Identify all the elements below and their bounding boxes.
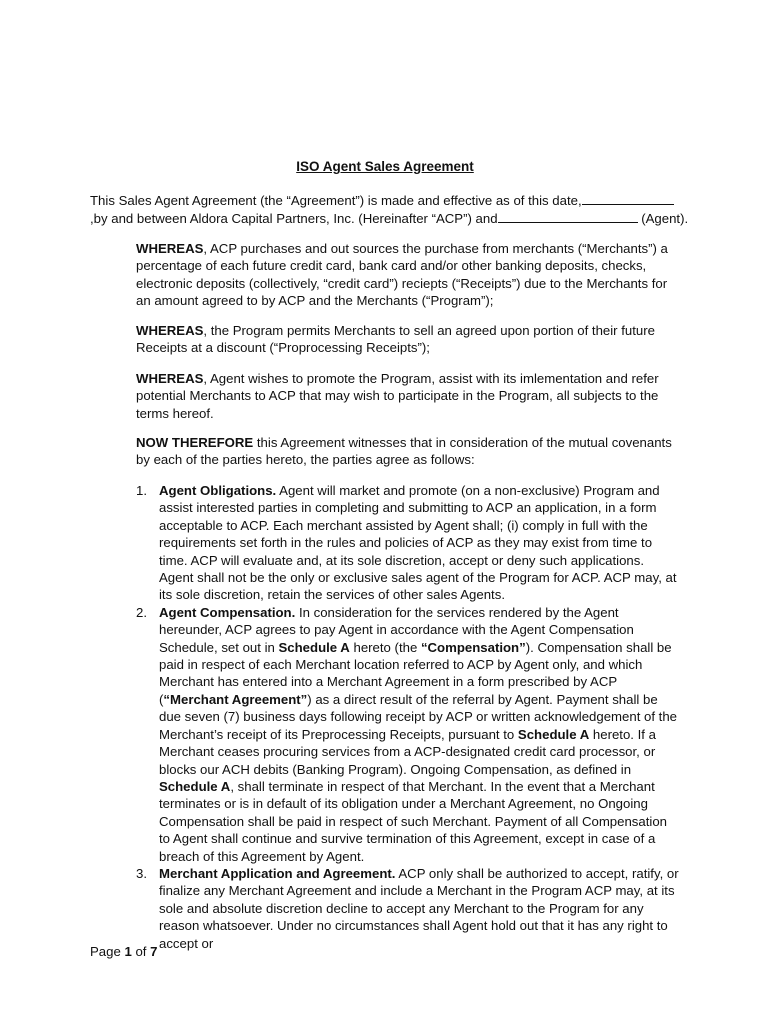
whereas-paragraph-3 bbox=[136, 370, 681, 422]
merchant-agreement-term: “Merchant Agreement” bbox=[163, 691, 308, 707]
whereas-text: , ACP purchases and out sources the purchase from merchants (“Merchants”) a percentage of each future credit card, bank card and/or other banking deposits, checks, electronic deposits (collectively, “credit card”) reciepts (“Receipts”) due to the Merchants for an amount agreed to by ACP and the Merchants (“Program”); bbox=[136, 241, 668, 309]
section-merchant-application bbox=[136, 865, 681, 952]
section-text: In consideration for the services rendered by the Agent hereunder, ACP agrees to pay Agent in accordance with the Agent Compensation Schedule, set out in bbox=[159, 604, 634, 655]
section-number: 1. bbox=[136, 483, 147, 498]
now-therefore-text: this Agreement witnesses that in consideration of the mutual covenants by each of the parties hereto, the parties agree as follows: bbox=[136, 435, 672, 468]
section-heading: Merchant Application and Agreement. bbox=[159, 865, 396, 881]
agent-name-blank-field bbox=[498, 210, 638, 223]
whereas-label: WHEREAS bbox=[136, 323, 204, 338]
intro-text-part2: ,by and between Aldora Capital Partners, Inc. (Hereinafter “ACP”) and bbox=[90, 211, 498, 226]
date-blank-field bbox=[582, 192, 674, 205]
whereas-label: WHEREAS bbox=[136, 371, 204, 386]
intro-paragraph bbox=[90, 192, 690, 228]
schedule-a-reference: Schedule A bbox=[159, 778, 231, 794]
section-heading: Agent Obligations. bbox=[159, 483, 277, 498]
section-text: hereto (the bbox=[349, 639, 421, 655]
now-therefore-label: NOW THEREFORE bbox=[136, 435, 254, 450]
agreement-sections-list bbox=[136, 482, 681, 952]
now-therefore-paragraph bbox=[136, 434, 681, 469]
whereas-paragraph-2 bbox=[136, 322, 681, 357]
whereas-text: , Agent wishes to promote the Program, assist with its imlementation and refer potential Merchants to ACP that may wish to participate in the Program, all subjects to the terms hereof. bbox=[136, 371, 659, 421]
section-text: ) as a direct result of the referral by Agent. Payment shall be due seven (7) business days following receipt by ACP or written acknowledgement of the Merchant’s receipt of its Preprocessing Receipts, pursuant to bbox=[159, 691, 678, 742]
section-number: 3. bbox=[136, 865, 147, 881]
section-heading: Agent Compensation. bbox=[159, 604, 296, 620]
schedule-a-reference: Schedule A bbox=[517, 726, 590, 742]
whereas-text: , the Program permits Merchants to sell an agreed upon portion of their future Receipts at a discount (“Proprocessing Receipts”); bbox=[136, 323, 655, 356]
of-label: of bbox=[131, 944, 151, 959]
section-text: hereto. If a Merchant ceases procuring services from a ACP-designated credit card processor, or blocks our ACH debits (Banking Program). Ongoing Compensation, as defined in bbox=[159, 726, 656, 777]
intro-text-part3: (Agent). bbox=[637, 211, 689, 226]
section-agent-compensation bbox=[136, 604, 681, 865]
whereas-label: WHEREAS bbox=[136, 241, 204, 256]
section-text: ). Compensation shall be paid in respect of each Merchant location referred to ACP by Agent only, and which Merchant has entered into a Merchant Agreement in a form prescribed by ACP ( bbox=[159, 639, 672, 707]
total-pages-number: 7 bbox=[150, 944, 158, 959]
section-text: , shall terminate in respect of that Merchant. In the event that a Merchant terminates or is in default of its obligation under a Merchant Agreement, no Ongoing Compensation shall be paid in respect of such Merchant. Payment of all Compensation to Agent shall continue and survive termination of this Agreement, except in case of a breach of this Agreement by Agent. bbox=[159, 778, 667, 864]
section-agent-obligations bbox=[136, 482, 681, 604]
current-page-number: 1 bbox=[124, 944, 132, 959]
compensation-term: “Compensation” bbox=[420, 639, 526, 655]
document-title: ISO Agent Sales Agreement bbox=[296, 159, 474, 174]
schedule-a-reference: Schedule A bbox=[278, 639, 350, 655]
intro-text-part1: This Sales Agent Agreement (the “Agreement”) is made and effective as of this date, bbox=[90, 193, 582, 208]
page-label: Page bbox=[90, 944, 125, 959]
whereas-paragraph-1 bbox=[136, 240, 681, 310]
section-number: 2. bbox=[136, 604, 147, 620]
page-number-footer bbox=[90, 943, 157, 961]
section-text: Agent will market and promote (on a non-exclusive) Program and assist interested parties in completing and submitting to ACP an application, in a form acceptable to ACP. Each merchant assisted by Agent shall; (i) comply in full with the requirements set forth in the rules and policies of ACP as they may exist from time to time. ACP will evaluate and, at its sole discretion, accept or deny such applications. Agent shall not be the only or exclusive sales agent of the Program for ACP. ACP may, at its sole discretion, retain the services of other sales Agents. bbox=[159, 483, 677, 603]
section-text: ACP only shall be authorized to accept, ratify, or finalize any Merchant Agreement and include a Merchant in the Program ACP may, at its sole and absolute discretion decline to accept any Merchant to the Program for any reason whatsoever. Under no circumstances shall Agent hold out that it has any right to accept or bbox=[159, 865, 679, 951]
